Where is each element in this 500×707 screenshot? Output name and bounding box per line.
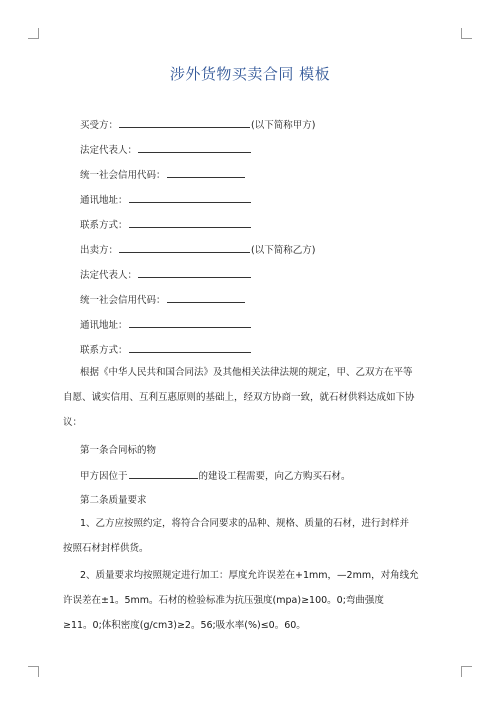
article-1-text xyxy=(80,468,351,482)
buyer-address-blank[interactable] xyxy=(129,192,251,203)
article-1-text-before: 甲方因位于 xyxy=(80,471,128,482)
article-2-item-1-line-2: 按照石材封样供货。 xyxy=(63,543,149,554)
seller-name-blank[interactable] xyxy=(119,242,250,253)
page-corner-mark-top-right xyxy=(461,28,472,39)
article-2-item-1 xyxy=(63,511,431,561)
seller-suffix: (以下简称乙方) xyxy=(251,245,316,256)
seller-credit-line xyxy=(80,292,246,306)
document-title: 涉外货物买卖合同 模板 xyxy=(169,65,331,83)
seller-address-label: 通讯地址： xyxy=(80,320,128,331)
seller-address-blank[interactable] xyxy=(129,317,251,328)
article-2-item-2-line-3: ≥11。0;体积密度(g/cm3)≥2。56;吸水率(%)≤0。60。 xyxy=(63,620,306,631)
preamble-line-2: 自愿、诚实信用、互利互惠原则的基础上，经双方协商一致，就石材供料达成如下协 xyxy=(63,392,415,403)
article-2-item-2 xyxy=(63,563,431,638)
buyer-credit-label: 统一社会信用代码： xyxy=(80,170,166,181)
seller-contact-line xyxy=(80,342,252,356)
buyer-address-line xyxy=(80,192,252,206)
seller-contact-label: 联系方式： xyxy=(80,345,128,356)
article-2-item-2-line-2: 许误差在±1。5mm。石材的检验标准为抗压强度(mpa)≥100。0;弯曲强度 xyxy=(63,595,384,606)
article-2-item-2-line-1: 2、质量要求均按照规定进行加工：厚度允许误差在+1mm，—2mm，对角线允 xyxy=(80,570,419,581)
article-1-text-after: 的建设工程需要，向乙方购买石材。 xyxy=(198,471,351,482)
buyer-credit-line xyxy=(80,167,246,181)
preamble-paragraph xyxy=(63,360,431,435)
seller-rep-blank[interactable] xyxy=(138,267,251,278)
article-2-heading: 第二条质量要求 xyxy=(80,495,147,506)
article-2-item-1-line-1: 1、乙方应按照约定，将符合合同要求的品种、规格、质量的石材，进行封样并 xyxy=(80,518,410,529)
buyer-credit-blank[interactable] xyxy=(167,167,245,178)
buyer-name-line xyxy=(80,117,315,131)
buyer-suffix: (以下简称甲方) xyxy=(251,120,316,131)
seller-rep-label: 法定代表人： xyxy=(80,270,138,281)
buyer-rep-label: 法定代表人： xyxy=(80,145,138,156)
page-corner-mark-bottom-right xyxy=(461,666,472,677)
seller-contact-blank[interactable] xyxy=(129,342,251,353)
page-corner-mark-top-left xyxy=(28,28,39,39)
buyer-contact-label: 联系方式： xyxy=(80,220,128,231)
article-1-heading: 第一条合同标的物 xyxy=(80,445,157,456)
buyer-address-label: 通讯地址： xyxy=(80,195,128,206)
seller-credit-blank[interactable] xyxy=(167,292,245,303)
seller-credit-label: 统一社会信用代码： xyxy=(80,295,166,306)
project-location-blank[interactable] xyxy=(129,468,198,479)
preamble-line-3: 议： xyxy=(63,417,83,428)
seller-label: 出卖方： xyxy=(80,245,119,256)
seller-address-line xyxy=(80,317,252,331)
buyer-contact-line xyxy=(80,217,252,231)
seller-name-line xyxy=(80,242,315,256)
buyer-name-blank[interactable] xyxy=(119,117,250,128)
preamble-line-1: 根据《中华人民共和国合同法》及其他相关法律法规的规定，甲、乙双方在平等 xyxy=(80,367,413,378)
seller-rep-line xyxy=(80,267,252,281)
buyer-rep-blank[interactable] xyxy=(138,142,251,153)
buyer-label: 买受方： xyxy=(80,120,119,131)
page-corner-mark-bottom-left xyxy=(28,666,39,677)
buyer-rep-line xyxy=(80,142,252,156)
buyer-contact-blank[interactable] xyxy=(129,217,251,228)
